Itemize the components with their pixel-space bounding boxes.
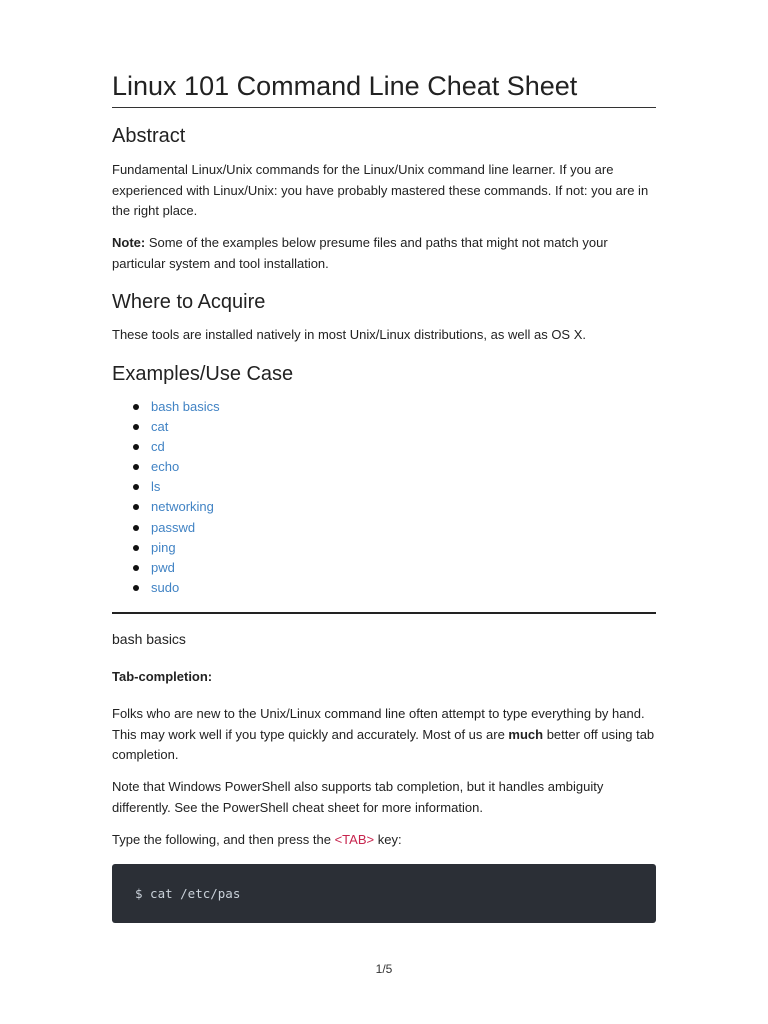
tab-key-code: <TAB> <box>334 832 375 847</box>
link-bash-basics[interactable]: bash basics <box>151 399 220 414</box>
list-item <box>112 477 220 497</box>
link-cd[interactable]: cd <box>151 439 165 455</box>
note-text: Some of the examples below presume files and paths that might not match your particular system and tool installation. <box>112 235 608 271</box>
tab-completion-paragraph <box>112 704 656 766</box>
p1-text-b: better off using tab completion. <box>112 726 655 762</box>
powershell-paragraph: Note that Windows PowerShell also supports tab completion, but it handles ambiguity differently. See the PowerShell cheat sheet for more information. <box>112 779 604 815</box>
link-ls[interactable]: ls <box>151 479 161 495</box>
list-item <box>112 558 220 578</box>
link-echo[interactable]: echo <box>151 459 180 475</box>
tab-completion-heading: Tab-completion: <box>112 669 213 684</box>
list-item <box>112 437 220 457</box>
list-item <box>112 457 220 477</box>
p3-text-a: Type the following, and then press the <box>112 832 335 847</box>
page-number: 1/5 <box>375 962 393 976</box>
list-item <box>112 538 220 558</box>
link-passwd[interactable]: passwd <box>151 519 196 535</box>
acquire-paragraph: These tools are installed natively in most Unix/Linux distributions, as well as OS X. <box>112 327 586 342</box>
list-item <box>112 417 220 437</box>
p1-text-a: Folks who are new to the Unix/Linux command line often attempt to type everything by hand. This may work well if you type quickly and accurately. Most of us are <box>112 706 645 742</box>
p1-bold: much <box>508 726 544 742</box>
list-item <box>112 578 220 598</box>
document-title: Linux 101 Command Line Cheat Sheet <box>112 68 656 108</box>
note-label: Note: <box>112 235 146 250</box>
abstract-heading: Abstract <box>112 125 186 147</box>
examples-link-list <box>112 397 220 598</box>
link-pwd[interactable]: pwd <box>151 559 175 575</box>
examples-heading: Examples/Use Case <box>112 363 294 385</box>
code-line: $ cat /etc/pas <box>135 886 241 901</box>
p3-text-b: key: <box>374 832 402 847</box>
bash-basics-heading: bash basics <box>112 631 186 647</box>
note-paragraph <box>112 233 656 274</box>
link-sudo[interactable]: sudo <box>151 579 180 595</box>
section-divider <box>112 612 656 614</box>
link-networking[interactable]: networking <box>151 499 214 515</box>
list-item <box>112 518 220 538</box>
tab-key-instruction <box>112 830 656 851</box>
acquire-heading: Where to Acquire <box>112 291 266 313</box>
abstract-paragraph: Fundamental Linux/Unix commands for the Linux/Unix command line learner. If you are experienced with Linux/Unix: you have probably mastered these commands. If not: you are in the right place. <box>112 162 649 218</box>
code-block <box>112 864 656 923</box>
link-cat[interactable]: cat <box>151 419 169 435</box>
list-item <box>112 397 220 417</box>
list-item <box>112 497 220 517</box>
link-ping[interactable]: ping <box>151 539 176 555</box>
